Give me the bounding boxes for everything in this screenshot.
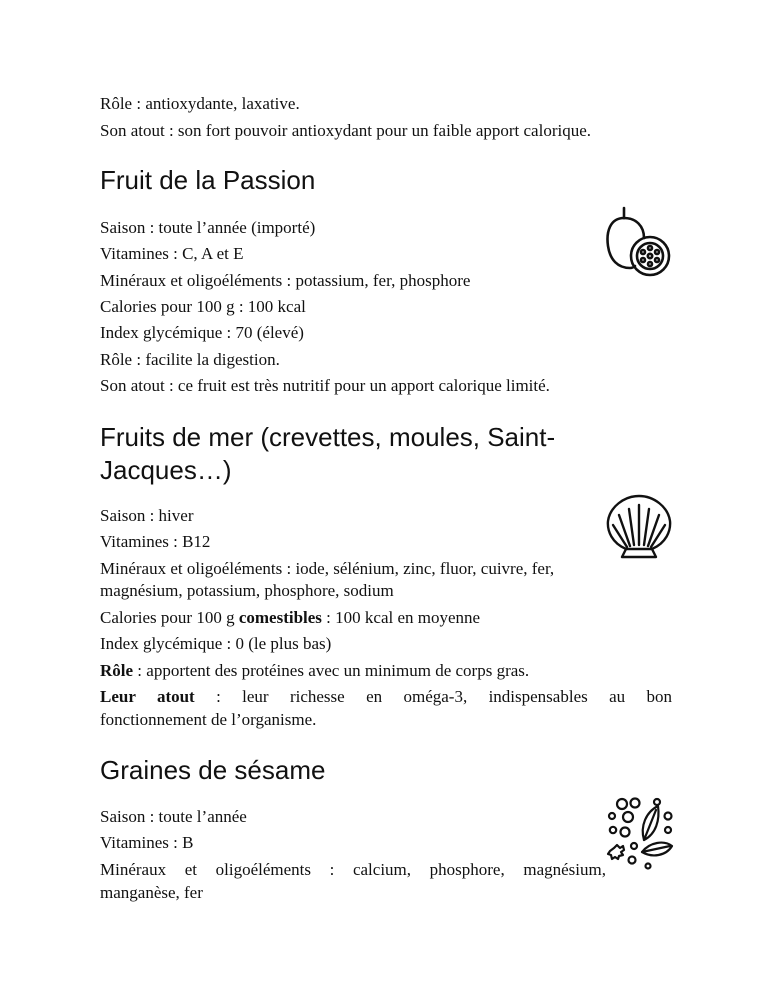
- seafood-calories-prefix: Calories pour 100 g: [100, 608, 239, 627]
- section-title-passion: Fruit de la Passion: [100, 165, 316, 195]
- intro-atout: Son atout : son fort pouvoir antioxydant pour un faible apport calorique.: [100, 121, 592, 140]
- intro-role: Rôle : antioxydante, laxative.: [100, 94, 300, 113]
- seafood-calories: [100, 607, 672, 629]
- seafood-atout-label: Leur atout: [100, 687, 195, 706]
- scallop-shell-icon: [604, 493, 674, 563]
- seafood-atout-2: fonctionnement de l’organisme.: [100, 710, 317, 729]
- sesame-saison: Saison : toute l’année: [100, 807, 247, 826]
- seafood-mineraux-2: magnésium, potassium, phosphore, sodium: [100, 581, 394, 600]
- passion-saison: Saison : toute l’année (importé): [100, 218, 316, 237]
- seafood-index: Index glycémique : 0 (le plus bas): [100, 634, 332, 653]
- passion-index: Index glycémique : 70 (élevé): [100, 323, 304, 342]
- passion-fruit-icon: [604, 206, 674, 278]
- passion-role: Rôle : facilite la digestion.: [100, 350, 280, 369]
- passion-atout: Son atout : ce fruit est très nutritif pour un apport calorique limité.: [100, 376, 550, 395]
- seafood-calories-bold: comestibles: [238, 608, 322, 627]
- section-title-seafood-1: Fruits de mer (crevettes, moules, Saint-: [100, 422, 556, 452]
- section-title-sesame: Graines de sésame: [100, 755, 326, 785]
- passion-vitamines: Vitamines : C, A et E: [100, 244, 244, 263]
- passion-calories: Calories pour 100 g : 100 kcal: [100, 297, 306, 316]
- passion-mineraux: Minéraux et oligoéléments : potassium, fer, phosphore: [100, 271, 471, 290]
- seafood-saison: Saison : hiver: [100, 506, 194, 525]
- seafood-role-text: : apportent des protéines avec un minimum de corps gras.: [133, 661, 530, 680]
- sesame-vitamines: Vitamines : B: [100, 833, 194, 852]
- seafood-mineraux-1: Minéraux et oligoéléments : iode, sélénium, zinc, fluor, cuivre, fer,: [100, 559, 555, 578]
- seafood-atout-1: [100, 686, 672, 708]
- seafood-role-label: Rôle: [100, 661, 134, 680]
- section-title-seafood-2: Jacques…): [100, 455, 232, 485]
- sesame-mineraux-2: manganèse, fer: [100, 883, 203, 902]
- sesame-mineraux-1: Minéraux et oligoéléments : calcium, phosphore, magnésium,: [100, 860, 606, 879]
- seafood-calories-suffix: : 100 kcal en moyenne: [321, 608, 481, 627]
- seafood-vitamines: Vitamines : B12: [100, 532, 211, 551]
- seafood-atout-text: : leur richesse en oméga-3, indispensables au bon: [194, 687, 672, 706]
- seeds-icon: [604, 796, 674, 872]
- seafood-role: [100, 660, 672, 682]
